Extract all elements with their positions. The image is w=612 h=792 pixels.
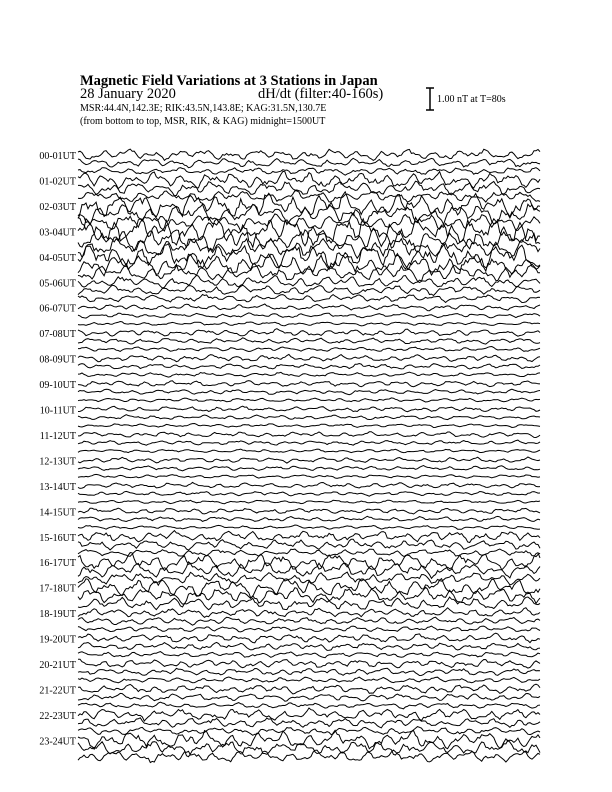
trace-msr-12-13ut: [78, 474, 540, 478]
chart-date: 28 January 2020: [80, 86, 176, 102]
hour-label: 17-18UT: [39, 583, 76, 595]
trace-msr-11-12ut: [78, 449, 540, 453]
hour-label: 03-04UT: [39, 227, 76, 239]
trace-rik-22-23ut: [78, 718, 540, 728]
chart-title: Magnetic Field Variations at 3 Stations in Japan: [80, 73, 378, 89]
trace-msr-17-18ut: [78, 597, 540, 610]
trace-rik-14-15ut: [78, 516, 540, 521]
hour-label: 22-23UT: [39, 710, 76, 722]
trace-msr-02-03ut: [78, 213, 540, 231]
trace-rik-06-07ut: [78, 313, 540, 318]
trace-kag-05-06ut: [78, 275, 540, 288]
trace-kag-20-21ut: [78, 659, 540, 668]
trace-msr-05-06ut: [78, 295, 540, 303]
trace-rik-01-02ut: [78, 181, 540, 196]
hour-label: 06-07UT: [39, 303, 76, 315]
scale-bar-label: 1.00 nT at T=80s: [437, 94, 506, 105]
trace-msr-15-16ut: [78, 549, 540, 557]
hour-label: 08-09UT: [39, 354, 76, 366]
trace-kag-02-03ut: [78, 192, 540, 218]
hour-label: 02-03UT: [39, 201, 76, 213]
hour-label: 11-12UT: [39, 430, 76, 442]
trace-msr-13-14ut: [78, 500, 540, 504]
trace-msr-14-15ut: [78, 525, 540, 529]
trace-msr-18-19ut: [78, 626, 540, 632]
trace-kag-11-12ut: [78, 432, 540, 438]
hour-label: 20-21UT: [39, 660, 76, 671]
trace-kag-09-10ut: [78, 381, 540, 387]
trace-rik-00-01ut: [78, 158, 540, 167]
hour-label: 15-16UT: [39, 532, 76, 544]
trace-kag-18-19ut: [78, 608, 540, 618]
trace-msr-07-08ut: [78, 347, 540, 352]
trace-kag-13-14ut: [78, 482, 540, 488]
trace-rik-09-10ut: [78, 389, 540, 395]
trace-rik-11-12ut: [78, 440, 540, 445]
trace-msr-19-20ut: [78, 652, 540, 658]
hour-label: 23-24UT: [39, 736, 76, 748]
trace-rik-13-14ut: [78, 491, 540, 496]
hour-label: 14-15UT: [39, 507, 76, 519]
hour-label: 13-14UT: [39, 481, 76, 493]
trace-msr-20-21ut: [78, 677, 540, 683]
hour-label: 09-10UT: [39, 380, 76, 392]
hour-label: 07-08UT: [39, 329, 76, 341]
trace-kag-21-22ut: [78, 684, 540, 694]
trace-rik-21-22ut: [78, 693, 540, 701]
trace-rik-23-24ut: [78, 740, 540, 757]
trace-msr-10-11ut: [78, 424, 540, 428]
trace-kag-14-15ut: [78, 508, 540, 514]
trace-rik-10-11ut: [78, 415, 540, 420]
trace-msr-09-10ut: [78, 398, 540, 402]
trace-msr-08-09ut: [78, 372, 540, 377]
hour-label: 00-01UT: [39, 151, 76, 162]
hour-label: 21-22UT: [39, 685, 76, 697]
trace-kag-17-18ut: [78, 579, 540, 598]
trace-msr-22-23ut: [78, 727, 540, 736]
trace-kag-19-20ut: [78, 633, 540, 643]
hour-label: 12-13UT: [39, 456, 76, 468]
trace-msr-00-01ut: [78, 168, 540, 176]
hour-label: 04-05UT: [39, 252, 76, 264]
trace-msr-23-24ut: [78, 750, 540, 762]
trace-rik-08-09ut: [78, 364, 540, 370]
trace-kag-07-08ut: [78, 329, 540, 337]
trace-rik-18-19ut: [78, 617, 540, 625]
trace-kag-10-11ut: [78, 406, 540, 412]
hour-label: 18-19UT: [39, 609, 76, 621]
trace-msr-06-07ut: [78, 322, 540, 326]
station-order-note: (from bottom to top, MSR, RIK, & KAG) midnight=1500UT: [80, 116, 326, 127]
trace-kag-16-17ut: [78, 553, 540, 571]
trace-kag-06-07ut: [78, 304, 540, 311]
hour-label: 10-11UT: [39, 405, 76, 417]
trace-kag-15-16ut: [78, 531, 540, 543]
trace-kag-08-09ut: [78, 354, 540, 361]
trace-rik-05-06ut: [78, 285, 540, 295]
chart-quantity: dH/dt (filter:40-160s): [258, 86, 384, 102]
trace-rik-19-20ut: [78, 642, 540, 650]
hour-label: 01-02UT: [39, 176, 76, 188]
trace-rik-12-13ut: [78, 466, 540, 471]
trace-rik-03-04ut: [78, 226, 540, 253]
trace-rik-07-08ut: [78, 338, 540, 344]
hour-label: 16-17UT: [39, 558, 76, 570]
trace-kag-12-13ut: [78, 457, 540, 463]
trace-rik-20-21ut: [78, 668, 540, 675]
trace-kag-03-04ut: [78, 218, 540, 248]
trace-kag-22-23ut: [78, 708, 540, 721]
trace-kag-00-01ut: [78, 149, 540, 160]
hour-label: 05-06UT: [39, 278, 76, 290]
station-coordinates: MSR:44.4N,142.3E; RIK:43.5N,143.8E; KAG:31.5N,130.7E: [80, 103, 327, 114]
hour-label: 19-20UT: [39, 634, 76, 646]
